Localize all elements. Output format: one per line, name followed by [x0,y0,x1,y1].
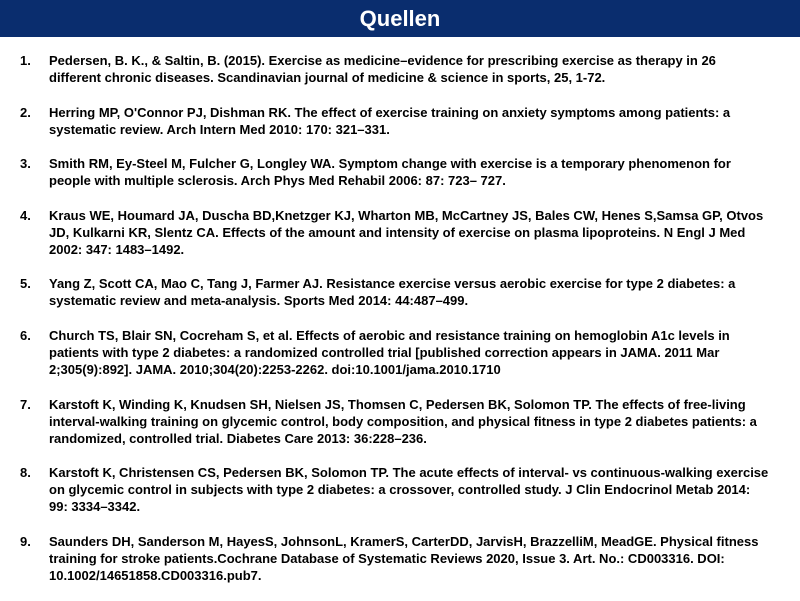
reference-text: Karstoft K, Winding K, Knudsen SH, Nielsen JS, Thomsen C, Pedersen BK, Solomon TP. The effects of free-living interval-walking training on glycemic control, body composition, and physical fitness in type 2 diabetes patients: a randomized, controlled trial. Diabetes Care 2013: 36:228–236. [49,396,757,446]
reference-list [0,52,800,601]
reference-number: 8. [20,465,31,481]
reference-number: 7. [20,396,31,412]
reference-item [0,155,800,189]
reference-text: Herring MP, O'Connor PJ, Dishman RK. The effect of exercise training on anxiety symptoms among patients: a systematic review. Arch Intern Med 2010: 170: 321–331. [49,104,731,137]
reference-text: Saunders DH, Sanderson M, HayesS, JohnsonL, KramerS, CarterDD, JarvisH, BrazzelliM, MeadGE. Physical fitness training for stroke patients.Cochrane Database of Systematic Reviews 2020, Issue 3. Art. No.: CD003316. DOI: 10.1002/14651858.CD003316.pub7. [49,533,759,583]
reference-number: 5. [20,276,31,292]
reference-text: Yang Z, Scott CA, Mao C, Tang J, Farmer AJ. Resistance exercise versus aerobic exercise for type 2 diabetes: a systematic review and meta-analysis. Sports Med 2014: 44:487–499. [49,276,736,309]
reference-text: Pedersen, B. K., & Saltin, B. (2015). Exercise as medicine–evidence for prescribing exercise as therapy in 26 different chronic diseases. Scandinavian journal of medicine & science in sports, 25, 1-72. [49,53,716,85]
reference-item [0,52,800,86]
reference-item [0,464,800,515]
reference-number: 1. [20,53,31,68]
reference-text: Smith RM, Ey-Steel M, Fulcher G, Longley WA. Symptom change with exercise is a temporary phenomenon for people with multiple sclerosis. Arch Phys Med Rehabil 2006: 87: 723– 727. [49,156,731,189]
reference-number: 6. [20,327,31,343]
reference-number: 4. [20,207,31,223]
page-title: Quellen [359,5,441,31]
title-bar [0,0,800,37]
reference-text: Kraus WE, Houmard JA, Duscha BD,Knetzger KJ, Wharton MB, McCartney JS, Bales CW, Henes S,Samsa GP, Otvos JD, Kulkarni KR, Slentz CA. Effects of the amount and intensity of exercise on plasma lipoproteins. N Engl J Med 2002: 347: 1483–1492. [49,207,764,257]
reference-item [0,104,800,138]
reference-number: 9. [20,533,31,549]
reference-item [0,275,800,309]
reference-item [0,327,800,378]
reference-item [0,396,800,447]
reference-number: 3. [20,156,31,172]
reference-text: Church TS, Blair SN, Cocreham S, et al. Effects of aerobic and resistance training on hemoglobin A1c levels in patients with type 2 diabetes: a randomized controlled trial [published correction appears in JAMA. 2011 Mar 2;305(9):892]. JAMA. 2010;304(20):2253-2262. doi:10.1001/jama.2010.1710 [49,327,730,377]
reference-text: Karstoft K, Christensen CS, Pedersen BK, Solomon TP. The acute effects of interval- vs continuous-walking exercise on glycemic control in subjects with type 2 diabetes: a crossover, controlled study. J Clin Endocrinol Metab 2014: 99: 3334–3342. [49,465,769,515]
reference-item [0,207,800,258]
reference-number: 2. [20,104,31,120]
reference-item [0,533,800,584]
